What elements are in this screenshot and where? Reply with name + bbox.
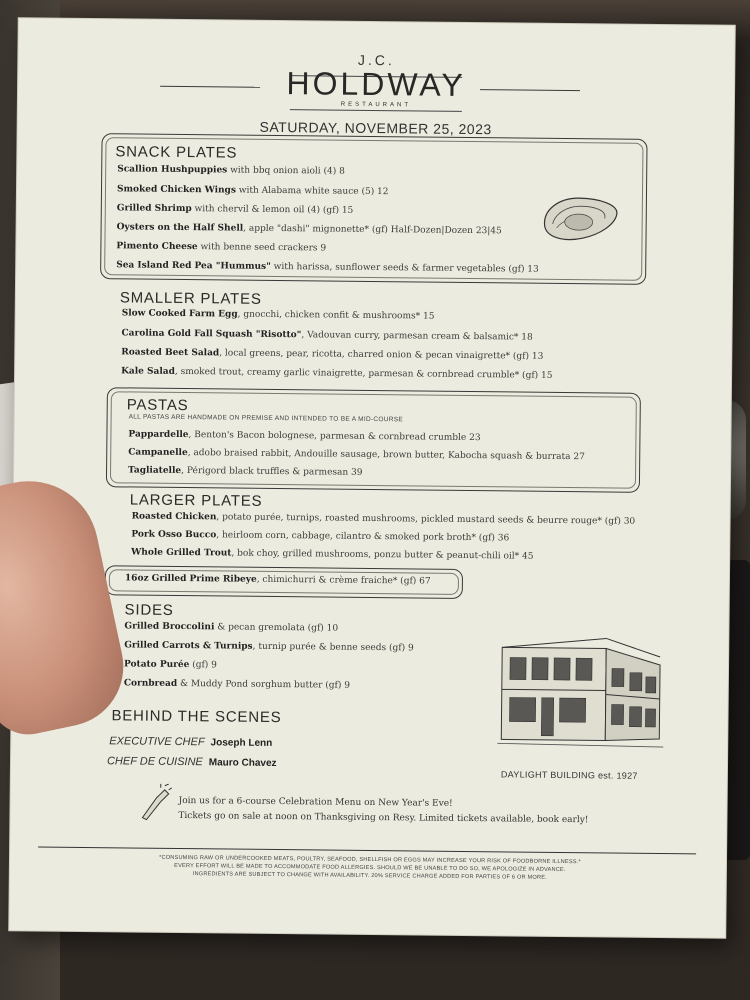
menu-item: Carolina Gold Fall Squash "Risotto", Vadouvan curry, parmesan cream & balsamic* 18 [121,328,533,343]
menu-item: Oysters on the Half Shell, apple "dashi" mignonette* (gf) Half-Dozen|Dozen 23|45 [116,222,502,237]
menu-item: Scallion Hushpuppies with bbq onion aioli (4) 8 [117,164,345,177]
menu-item: Pappardelle, Benton's Bacon bolognese, parmesan & cornbread crumble 23 [128,429,481,444]
footer-line-3: INGREDIENTS ARE SUBJECT TO CHANGE WITH AVAILABILITY. 20% SERVICE CHARGE ADDED FOR PARTIES OF 6 OR MORE. [192,871,547,881]
footer-line-2: EVERY EFFORT WILL BE MADE TO ACCOMMODATE FOOD ALLERGIES. SHOULD WE BE UNABLE TO DO SO, WE APOLOGIZE IN ADVANCE. [174,862,566,874]
chef-de-cuisine: CHEF DE CUISINE Mauro Chavez [106,755,277,770]
promo-line-1: Join us for a 6-course Celebration Menu on New Year's Eve! [178,795,453,809]
pastas-note: ALL PASTAS ARE HANDMADE ON PREMISE AND INTENDED TO BE A MID-COURSE [128,413,404,424]
menu-item: Potato Purée (gf) 9 [123,659,217,671]
brand-rule-bottom [290,109,462,112]
menu-item: Pork Osso Bucco, heirloom corn, cabbage, cilantro & smoked pork broth* (gf) 36 [131,529,510,544]
executive-chef: EXECUTIVE CHEF Joseph Lenn [109,735,273,749]
menu-paper [9,18,735,937]
section-title-pastas: PASTAS [126,396,189,415]
section-title-behind: BEHIND THE SCENES [111,707,282,727]
promo-text [178,794,588,828]
menu-item: Sea Island Red Pea "Hummus" with harissa, sunflower seeds & farmer vegetables (gf) 13 [116,260,539,275]
menu-item: Campanelle, adobo braised rabbit, Andouille sausage, brown butter, Kabocha squash & burrata 27 [128,447,585,463]
footer-line-1: *CONSUMING RAW OR UNDERCOOKED MEATS, POULTRY, SEAFOOD, SHELLFISH OR EGGS MAY INCREASE YOUR RISK OF FOODBORNE ILLNESS.* [159,854,581,866]
oyster-illustration [538,192,623,247]
menu-item: Roasted Chicken, potato purée, turnips, roasted mushrooms, pickled mustard seeds & beurre rouge* (gf) 30 [131,511,636,527]
menu-item: Grilled Broccolini & pecan gremolata (gf) 10 [124,621,339,634]
menu-item: Grilled Shrimp with chervil & lemon oil (4) (gf) 15 [116,203,354,216]
menu-item: Pimento Cheese with benne seed crackers 9 [116,241,327,254]
section-title-sides: SIDES [124,601,174,619]
menu-date: SATURDAY, NOVEMBER 25, 2023 [259,118,492,138]
menu-item: Smoked Chicken Wings with Alabama white sauce (5) 12 [116,184,389,198]
promo-line-2: Tickets go on sale at noon on Thanksgiving on Resy. Limited tickets available, book early! [178,810,589,826]
menu-item: Kale Salad, smoked trout, creamy garlic vinaigrette, parmesan & cornbread crumble* (gf) 15 [121,366,553,381]
building-caption: DAYLIGHT BUILDING est. 1927 [500,769,638,781]
restaurant-prefix: J.C. [357,51,395,69]
champagne-bottle-icon [138,784,172,822]
section-title-snack: SNACK PLATES [115,143,238,162]
restaurant-name: HOLDWAY [286,65,466,103]
restaurant-tagline: RESTAURANT [340,101,412,109]
menu-item: Whole Grilled Trout, bok choy, grilled mushrooms, ponzu butter & peanut-chili oil* 45 [131,547,534,562]
section-title-smaller: SMALLER PLATES [119,289,262,308]
building-illustration [497,633,668,753]
footer-disclaimer [50,853,690,884]
menu-item: Cornbread & Muddy Pond sorghum butter (gf) 9 [123,678,351,691]
menu-item: Tagliatelle, Périgord black truffles & parmesan 39 [128,465,363,478]
menu-item: Roasted Beet Salad, local greens, pear, ricotta, charred onion & pecan vinaigrette* (gf) 13 [121,347,544,362]
restaurant-header [18,48,735,111]
menu-item: Slow Cooked Farm Egg, gnocchi, chicken confit & mushrooms* 15 [121,308,435,322]
section-title-larger: LARGER PLATES [129,491,263,510]
menu-item: Grilled Carrots & Turnips, turnip purée & benne seeds (gf) 9 [124,640,414,654]
menu-item-feature: 16oz Grilled Prime Ribeye, chimichurri & crème fraiche* (gf) 67 [124,573,431,587]
